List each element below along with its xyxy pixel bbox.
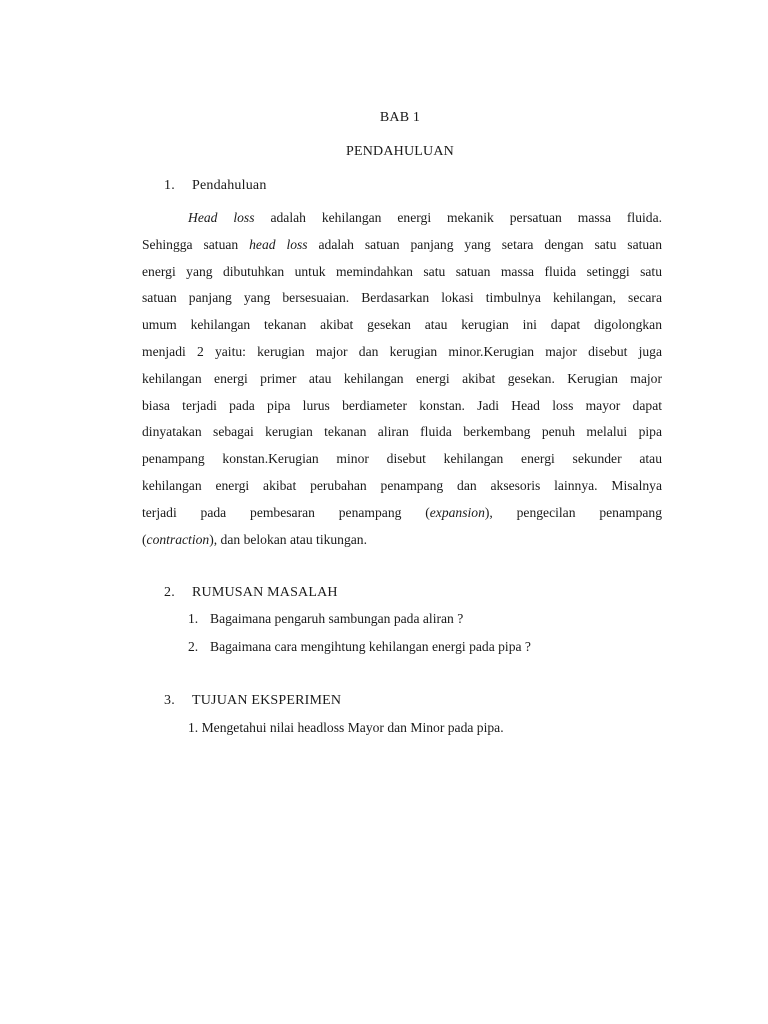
text-run: ), pengecilan penampang (484, 504, 662, 520)
text-run: dinyatakan sebagai kerugian tekanan aliran fluida berkembang penuh melalui pipa (142, 424, 662, 440)
list-item-text: Bagaimana pengaruh sambungan pada aliran ? (210, 611, 464, 626)
section-3-heading (164, 693, 341, 709)
text-run: penampang konstan.Kerugian minor disebut kehilangan energi sekunder atau (142, 451, 662, 467)
paragraph-line (142, 366, 662, 393)
list-item-number: 1. (188, 611, 199, 626)
section-1-number: 1. (164, 178, 175, 193)
text-run: biasa terjadi pada pipa lurus berdiameter konstan. Jadi Head loss mayor dapat (142, 397, 662, 413)
paragraph-line (142, 419, 662, 446)
text-run: umum kehilangan tekanan akibat gesekan atau kerugian ini dapat digolongkan (142, 317, 662, 333)
text-run: ( (142, 531, 147, 547)
section-3-number: 3. (164, 693, 175, 708)
paragraph-line (142, 259, 662, 286)
list-item (188, 611, 531, 639)
paragraph-line (142, 527, 662, 554)
text-run: kehilangan energi akibat perubahan penampang dan aksesoris lainnya. Misalnya (142, 477, 662, 493)
paragraph-line (142, 232, 662, 259)
text-run: kehilangan energi primer atau kehilangan energi akibat gesekan. Kerugian major (142, 370, 662, 386)
text-run: adalah kehilangan energi mekanik persatuan massa fluida. (254, 210, 663, 225)
text-run: menjadi 2 yaitu: kerugian major dan kerugian minor.Kerugian major disebut juga (142, 343, 662, 359)
paragraph-line (142, 312, 662, 339)
section-1-title: Pendahuluan (192, 178, 267, 193)
paragraph-line (142, 339, 662, 366)
paragraph-line (142, 393, 662, 420)
section-3-title: TUJUAN EKSPERIMEN (192, 693, 342, 708)
list-item-text: Bagaimana cara mengihtung kehilangan energi pada pipa ? (210, 639, 531, 654)
chapter-number: BAB 1 (379, 110, 421, 125)
list-item: 1. Mengetahui nilai headloss Mayor dan Minor pada pipa. (188, 720, 504, 735)
italic-term: Head loss (188, 210, 255, 225)
text-run: ), dan belokan atau tikungan. (209, 531, 368, 547)
section-2-number: 2. (164, 585, 175, 600)
italic-term: expansion (429, 504, 485, 520)
text-run: terjadi pada pembesaran penampang ( (142, 504, 430, 520)
italic-term: contraction (146, 531, 210, 547)
problem-list (188, 611, 531, 667)
paragraph-line (142, 473, 662, 500)
paragraph-line (142, 500, 662, 527)
chapter-title: PENDAHULUAN (346, 144, 454, 159)
section-1-paragraph (142, 205, 662, 553)
text-run: energi yang dibutuhkan untuk memindahkan satu satuan massa fluida setinggi satu (142, 263, 662, 279)
section-2-title: RUMUSAN MASALAH (192, 585, 338, 600)
text-run: adalah satuan panjang yang setara dengan satu satuan (307, 236, 663, 252)
text-run: satuan panjang yang bersesuaian. Berdasarkan lokasi timbulnya kehilangan, secara (142, 290, 662, 306)
section-1-heading (164, 178, 267, 194)
paragraph-line (142, 205, 662, 232)
paragraph-line (142, 446, 662, 473)
objective-list (188, 720, 504, 748)
paragraph-line (142, 285, 662, 312)
section-2-heading (164, 585, 338, 601)
list-item (188, 639, 531, 667)
list-item-number: 2. (188, 639, 199, 654)
italic-term: head loss (249, 236, 308, 252)
text-run: Sehingga satuan (142, 236, 250, 252)
